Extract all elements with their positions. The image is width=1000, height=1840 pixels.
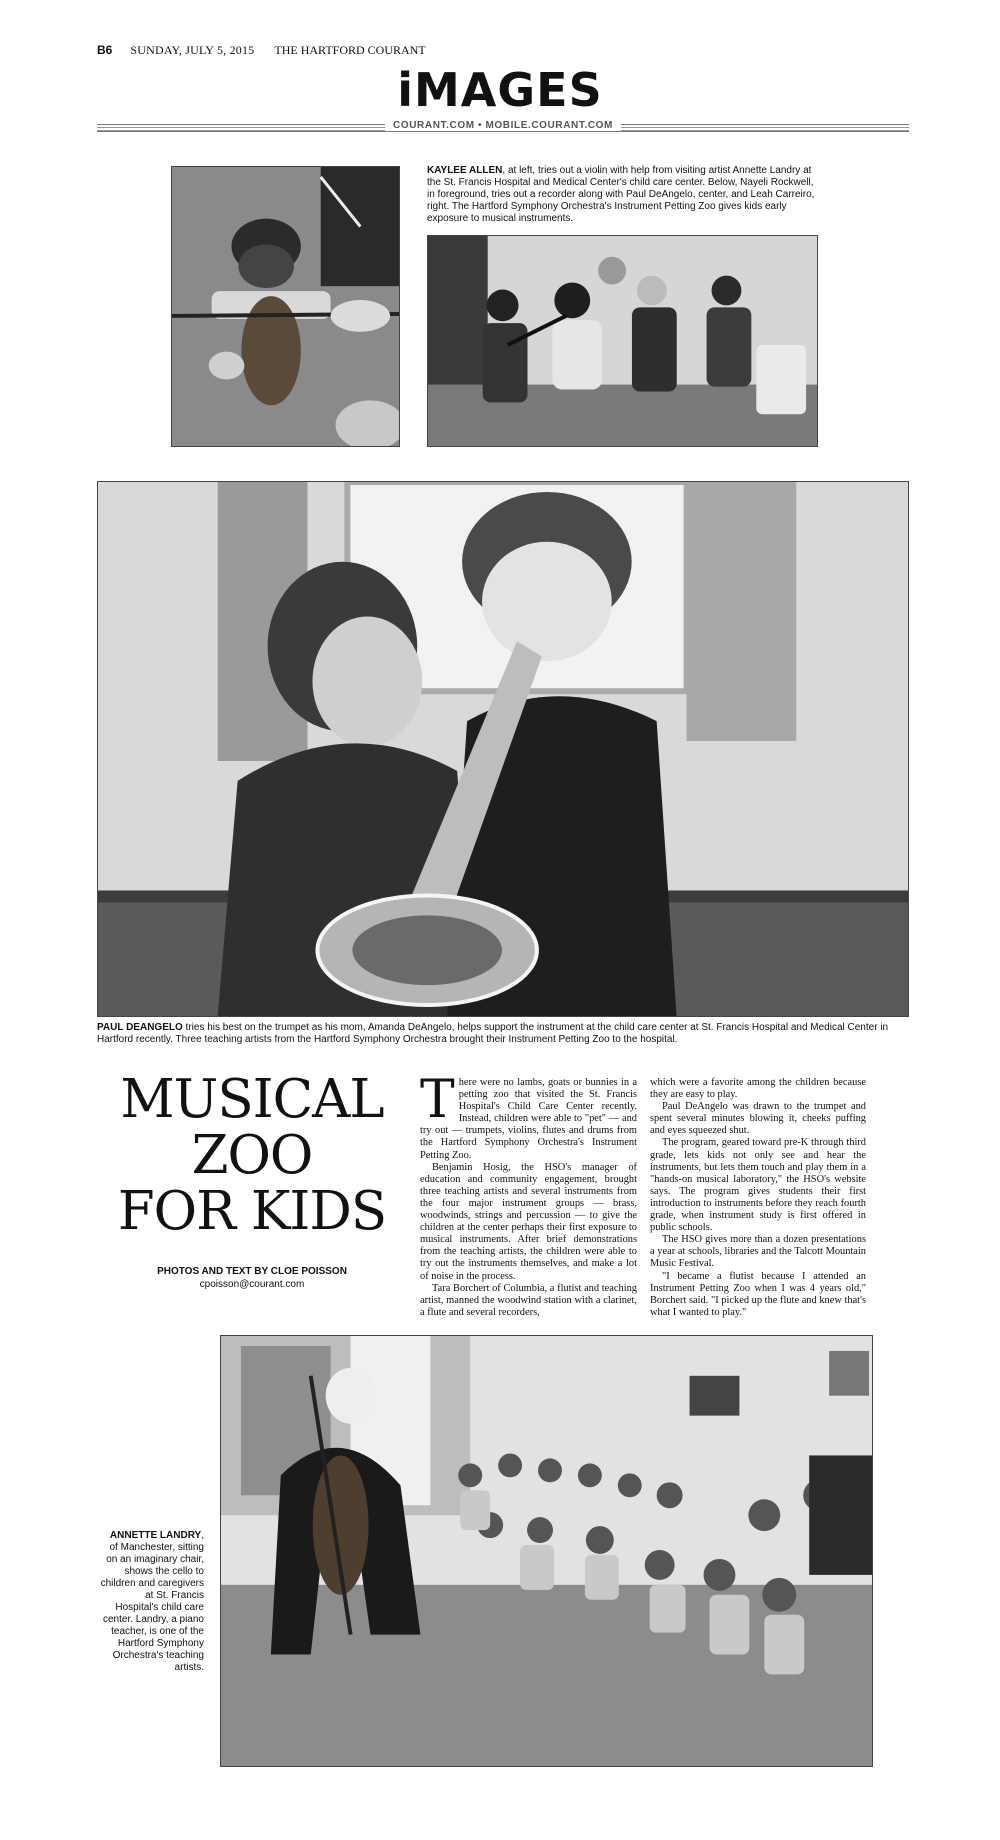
cello-caption-text: , of Manchester, sitting on an imaginary chair, shows the cello to children and caregivers at St. Francis Hospital's child care center. Landry, a piano teacher, is one of the Hartford Symphony Orchestra's teaching artists.: [100, 1530, 204, 1673]
cello-photo: [220, 1335, 873, 1767]
main-caption: [97, 1022, 909, 1046]
headline-line: MUSICAL: [120, 1069, 384, 1130]
cello-caption: [100, 1530, 204, 1674]
byline-email: cpoisson@courant.com: [199, 1279, 305, 1290]
story-paragraph: which were a favorite among the children because they are easy to play.: [650, 1077, 866, 1101]
violin-photo: [171, 166, 400, 447]
story-paragraph: There were no lambs, goats or bunnies in a petting zoo that visited the St. Francis Hospital's Child Care Center recently. Instead, children were able to "pet" — and try out — trumpets, violins, flutes and drums from the Hartford Symphony Orchestra's Instrument Petting Zoo.: [420, 1070, 637, 1161]
headline-line: FOR KIDS: [117, 1181, 387, 1242]
masthead-rule: [97, 122, 909, 134]
story-paragraph: Paul DeAngelo was drawn to the trumpet and spent several minutes blowing it, cheeks puffing and eyes squeezed shut.: [650, 1101, 866, 1137]
drop-cap: T: [420, 1070, 455, 1130]
story-column-2: [650, 1077, 866, 1319]
story-headline: [97, 1069, 407, 1242]
byline-credit: PHOTOS AND TEXT BY CLOE POISSON: [157, 1266, 347, 1277]
story-paragraph: The HSO gives more than a dozen presentations a year at schools, libraries and the Talcott Mountain Music Festival.: [650, 1234, 866, 1270]
recorder-photo: [427, 235, 818, 447]
story-paragraph: Tara Borchert of Columbia, a flutist and teaching artist, manned the woodwind station with a clarinet, a flute and several recorders,: [420, 1282, 637, 1318]
folio-line: [97, 40, 426, 60]
story-paragraph: The program, geared toward pre-K through third grade, lets kids not only see and hear the instruments, but lets them touch and play them in a "hands-on musical laboratory," the HSO's website says. The program gives students their first introduction to instruments before they reach fourth grade, when instrument study is first offered in public schools.: [650, 1137, 866, 1234]
main-caption-text: tries his best on the trumpet as his mom, Amanda DeAngelo, helps support the instrument at the child care center at St. Francis Hospital and Medical Center in Hartford recently. Three teaching artists from the Hartford Symphony Orchestra brought their Instrument Petting Zoo to the hospital.: [97, 1022, 889, 1045]
story-column-1: [420, 1070, 637, 1319]
site-url: COURANT.COM • MOBILE.COURANT.COM: [385, 120, 621, 131]
cello-caption-lead: ANNETTE LANDRY: [109, 1530, 202, 1541]
issue-date: SUNDAY, JULY 5, 2015: [130, 42, 255, 57]
newspaper-name: THE HARTFORD COURANT: [274, 42, 426, 57]
story-paragraph: "I became a flutist because I attended an Instrument Petting Zoo when I was 4 years old," Borchert said. "I picked up the flute and knew that's what I wanted to play.": [650, 1270, 866, 1318]
trumpet-photo: [97, 481, 909, 1017]
byline: [97, 1265, 407, 1291]
main-caption-lead: PAUL DEANGELO: [97, 1022, 183, 1033]
top-caption-lead: KAYLEE ALLEN: [427, 165, 503, 176]
headline-line: ZOO: [191, 1125, 313, 1186]
top-caption: [427, 165, 817, 225]
section-masthead: iMAGES: [397, 63, 603, 117]
story-paragraph: Benjamin Hosig, the HSO's manager of education and community engagement, brought three teaching artists and several instruments from the four major instrument groups — brass, woodwinds, strings and percussion — to give the children at the center perhaps their first exposure to musical instruments. After brief demonstrations from the teaching artists, the children were able to try out the instruments themselves, and make a lot of noise in the process.: [420, 1161, 637, 1282]
top-caption-text: , at left, tries out a violin with help from visiting artist Annette Landry at the St. Francis Hospital and Medical Center's child care center. Below, Nayeli Rockwell, in foreground, tries out a recorder along with Paul DeAngelo, center, and Leah Carreiro, right. The Hartford Symphony Orchestra's Instrument Petting Zoo gives kids early exposure to musical instruments.: [427, 165, 815, 224]
page-number: B6: [97, 43, 113, 57]
